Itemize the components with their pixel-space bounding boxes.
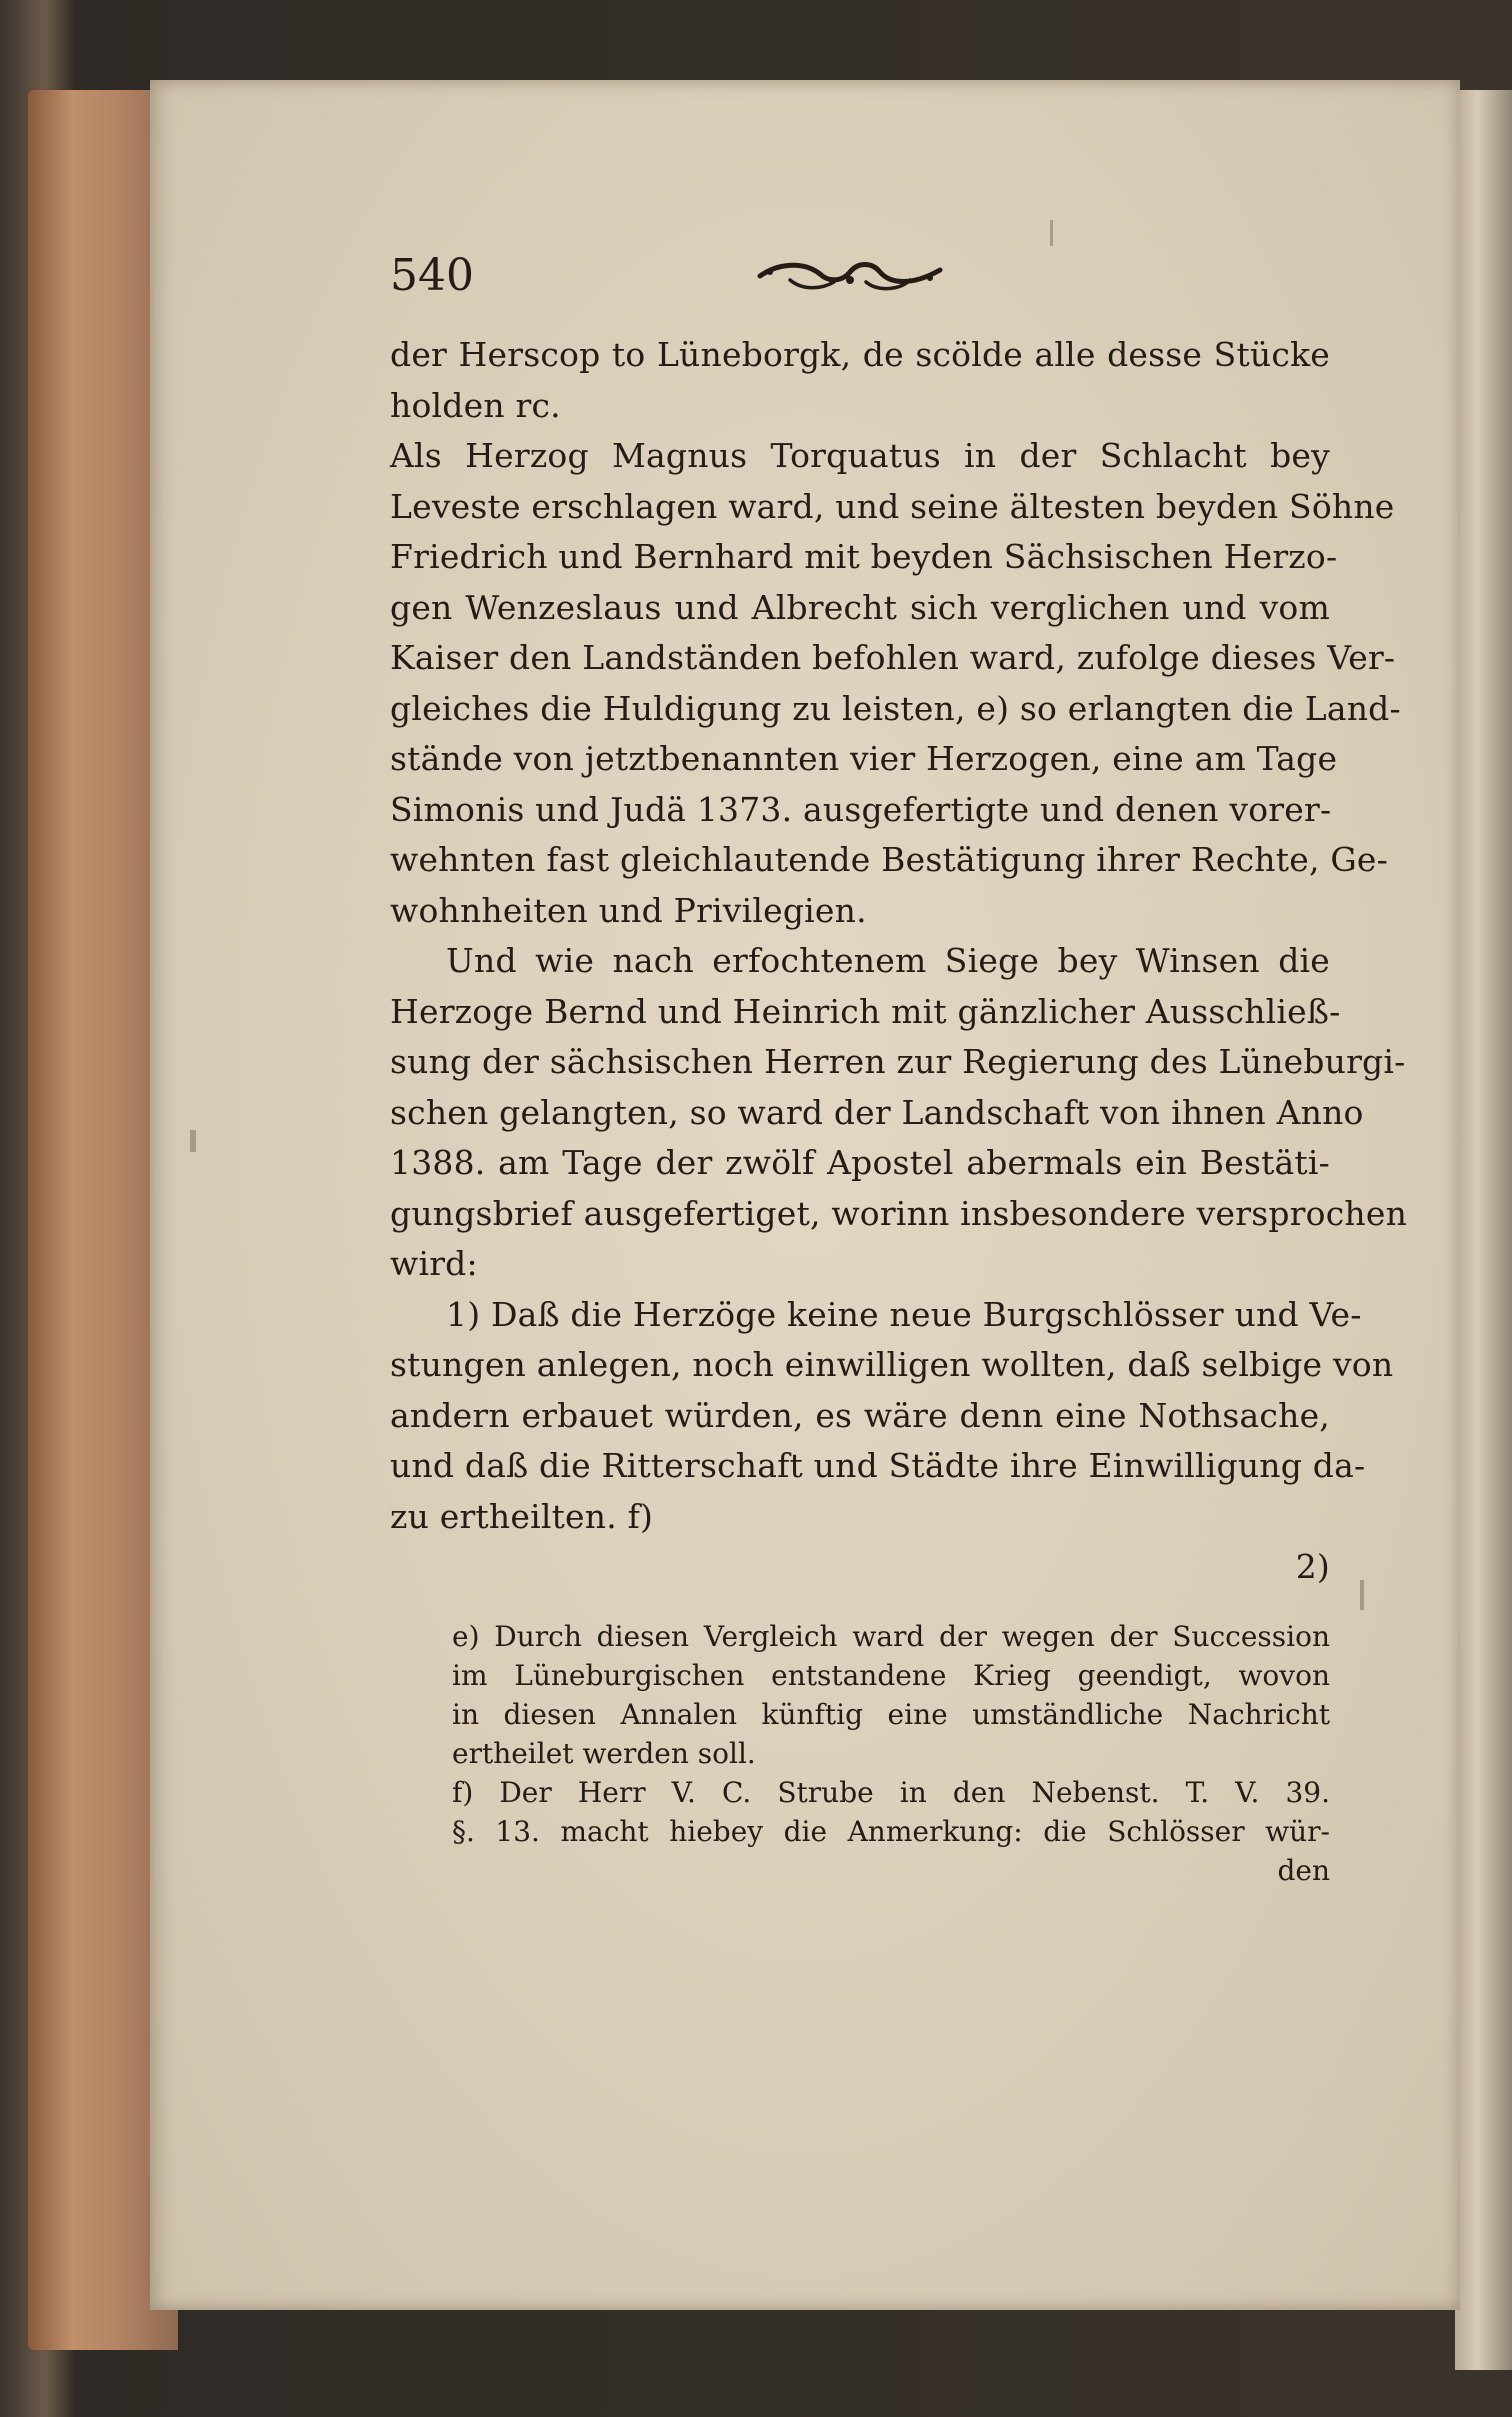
page-speck <box>1360 1580 1364 1610</box>
text-line: gleiches die Huldigung zu leisten, e) so erlangten die Land- <box>390 688 1401 728</box>
text-line: der Herscop to Lüneborgk, de scölde alle desse Stücke <box>390 335 1330 374</box>
footnote-line: den <box>1277 1853 1330 1887</box>
text-line: 1388. am Tage der zwölf Apostel abermals ein Bestäti- <box>390 1143 1330 1182</box>
text-line: wehnten fast gleichlautende Bestätigung ihrer Rechte, Ge- <box>390 840 1388 879</box>
footnote-line: im Lüneburgischen entstandene Krieg geendigt, wovon <box>452 1658 1330 1692</box>
footnotes <box>452 1617 1330 1890</box>
page-speck <box>1050 220 1053 246</box>
text-line: Leveste erschlagen ward, und seine ältesten beyden Söhne <box>390 486 1395 526</box>
text-line: holden rc. <box>390 385 561 425</box>
text-line: und daß die Ritterschaft und Städte ihre Einwilligung da- <box>390 1446 1366 1485</box>
catchword: 2) <box>1295 1547 1330 1586</box>
text-line: gungsbrief ausgefertiget, worinn insbesondere versprochen <box>390 1193 1408 1233</box>
page-number: 540 <box>390 250 474 301</box>
book-page-edges-right <box>1455 90 1512 2370</box>
text-line: Friedrich und Bernhard mit beyden Sächsischen Herzo- <box>390 537 1338 576</box>
page-header <box>390 250 1330 330</box>
footnote-line: ertheilet werden soll. <box>452 1736 756 1770</box>
text-line: Als Herzog Magnus Torquatus in der Schlacht bey <box>390 436 1330 475</box>
text-line: Simonis und Judä 1373. ausgefertigte und denen vorer- <box>390 789 1332 829</box>
text-line: andern erbauet würden, es wäre denn eine Nothsache, <box>390 1395 1330 1435</box>
footnote-line: §. 13. macht hiebey die Anmerkung: die Schlösser wür- <box>452 1814 1330 1848</box>
text-line: stände von jetztbenannten vier Herzogen, eine am Tage <box>390 739 1338 778</box>
text-line: schen gelangten, so ward der Landschaft von ihnen Anno <box>390 1092 1364 1132</box>
footnote-line: e) Durch diesen Vergleich ward der wegen der Succession <box>452 1619 1330 1653</box>
footnote-line: in diesen Annalen künftig eine umständliche Nachricht <box>452 1697 1330 1731</box>
text-line: gen Wenzeslaus und Albrecht sich verglichen und vom <box>390 587 1330 627</box>
text-line: stungen anlegen, noch einwilligen wollten, daß selbige von <box>390 1345 1394 1384</box>
page-text-block <box>390 250 1408 1890</box>
text-line: wohnheiten und Privilegien. <box>390 890 867 930</box>
text-line: Kaiser den Landständen befohlen ward, zufolge dieses Ver- <box>390 638 1396 677</box>
text-line: 1) Daß die Herzöge keine neue Burgschlösser und Ve- <box>446 1294 1362 1334</box>
text-line: Und wie nach erfochtenem Siege bey Winsen die <box>446 941 1330 980</box>
text-line: Herzoge Bernd und Heinrich mit gänzlicher Ausschließ- <box>390 991 1341 1031</box>
text-line: wird: <box>390 1244 478 1283</box>
text-line: sung der sächsischen Herren zur Regierung des Lüneburgi- <box>390 1042 1406 1081</box>
text-line: zu ertheilten. f) <box>390 1496 654 1536</box>
page-speck <box>190 1130 196 1152</box>
fleuron-ornament-icon <box>750 256 950 296</box>
footnote-line: f) Der Herr V. C. Strube in den Nebenst. T. V. 39. <box>452 1775 1330 1809</box>
